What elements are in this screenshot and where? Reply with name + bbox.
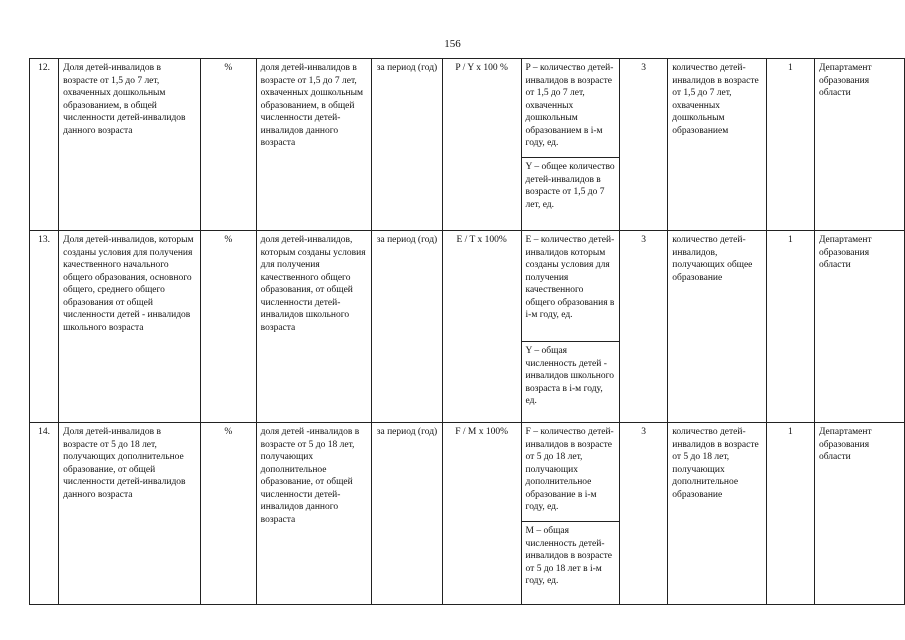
variable-numerator: E – количество детей-инвалидов которым созданы условия для получения качественного общего образования в i-м году, ед. xyxy=(522,231,619,342)
indicator-definition: доля детей -инвалидов в возрасте от 5 до 18 лет, получающих дополнительное образование, от общей численности детей-инвалидов данного возраста xyxy=(256,423,372,605)
formula: P / Y x 100 % xyxy=(442,59,521,231)
indicator-name: Доля детей-инвалидов в возрасте от 1,5 до 7 лет, охваченных дошкольным образованием, в общей численности детей-инвалидов данного возраста xyxy=(59,59,201,231)
time-period: за период (год) xyxy=(372,423,442,605)
page-number: 156 xyxy=(444,38,461,50)
variables-cell xyxy=(521,59,619,231)
unit: % xyxy=(200,59,256,231)
observation-object: количество детей-инвалидов в возрасте от 5 до 18 лет, получающих дополнительное образование xyxy=(668,423,766,605)
method-code: 3 xyxy=(619,231,667,423)
variable-numerator: F – количество детей-инвалидов в возрасте от 5 до 18 лет, получающих дополнительное образование в i-м году, ед. xyxy=(522,423,619,522)
table-row xyxy=(30,59,905,231)
row-number: 14. xyxy=(30,423,59,605)
variable-denominator: Y – общая численность детей - инвалидов школьного возраста в i-м году, ед. xyxy=(525,346,615,406)
indicator-definition: доля детей-инвалидов в возрасте от 1,5 до 7 лет, охваченных дошкольным образованием, в общей численности детей-инвалидов данного возраста xyxy=(256,59,372,231)
indicator-definition: доля детей-инвалидов, которым созданы условия для получения качественного общего образования, от общей численности детей-инвалидов школьного возраста xyxy=(256,231,372,423)
formula: E / T x 100% xyxy=(442,231,521,423)
observation-object: количество детей-инвалидов, получающих общее образование xyxy=(668,231,766,423)
indicator-name: Доля детей-инвалидов, которым созданы условия для получения качественного начального общего образования, основного общего, среднего общего образования от общей численности детей - инвалидов школьного возраста xyxy=(59,231,201,423)
observation-object: количество детей-инвалидов в возрасте от 1,5 до 7 лет, охваченных дошкольным образованием xyxy=(668,59,766,231)
row-number: 12. xyxy=(30,59,59,231)
table-row xyxy=(30,423,905,605)
responsible-body: Департамент образования области xyxy=(814,423,904,605)
unit: % xyxy=(200,423,256,605)
unit: % xyxy=(200,231,256,423)
method-code: 3 xyxy=(619,59,667,231)
variable-denominator: Y – общее количество детей-инвалидов в возрасте от 1,5 до 7 лет, ед. xyxy=(525,162,615,210)
variable-numerator: P – количество детей-инвалидов в возрасте от 1,5 до 7 лет, охваченных дошкольным образованием в i-м году, ед. xyxy=(522,59,619,158)
source-code: 1 xyxy=(766,59,814,231)
variables-cell xyxy=(521,423,619,605)
time-period: за период (год) xyxy=(372,231,442,423)
variables-cell xyxy=(521,231,619,423)
formula: F / M x 100% xyxy=(442,423,521,605)
method-code: 3 xyxy=(619,423,667,605)
indicator-name: Доля детей-инвалидов в возрасте от 5 до 18 лет, получающих дополнительное образование, от общей численности детей-инвалидов данного возраста xyxy=(59,423,201,605)
indicators-table xyxy=(29,58,905,605)
responsible-body: Департамент образования области xyxy=(814,59,904,231)
time-period: за период (год) xyxy=(372,59,442,231)
responsible-body: Департамент образования области xyxy=(814,231,904,423)
source-code: 1 xyxy=(766,423,814,605)
variable-denominator: M – общая численность детей-инвалидов в возрасте от 5 до 18 лет в i-м году, ед. xyxy=(525,526,612,586)
row-number: 13. xyxy=(30,231,59,423)
table-row xyxy=(30,231,905,423)
source-code: 1 xyxy=(766,231,814,423)
